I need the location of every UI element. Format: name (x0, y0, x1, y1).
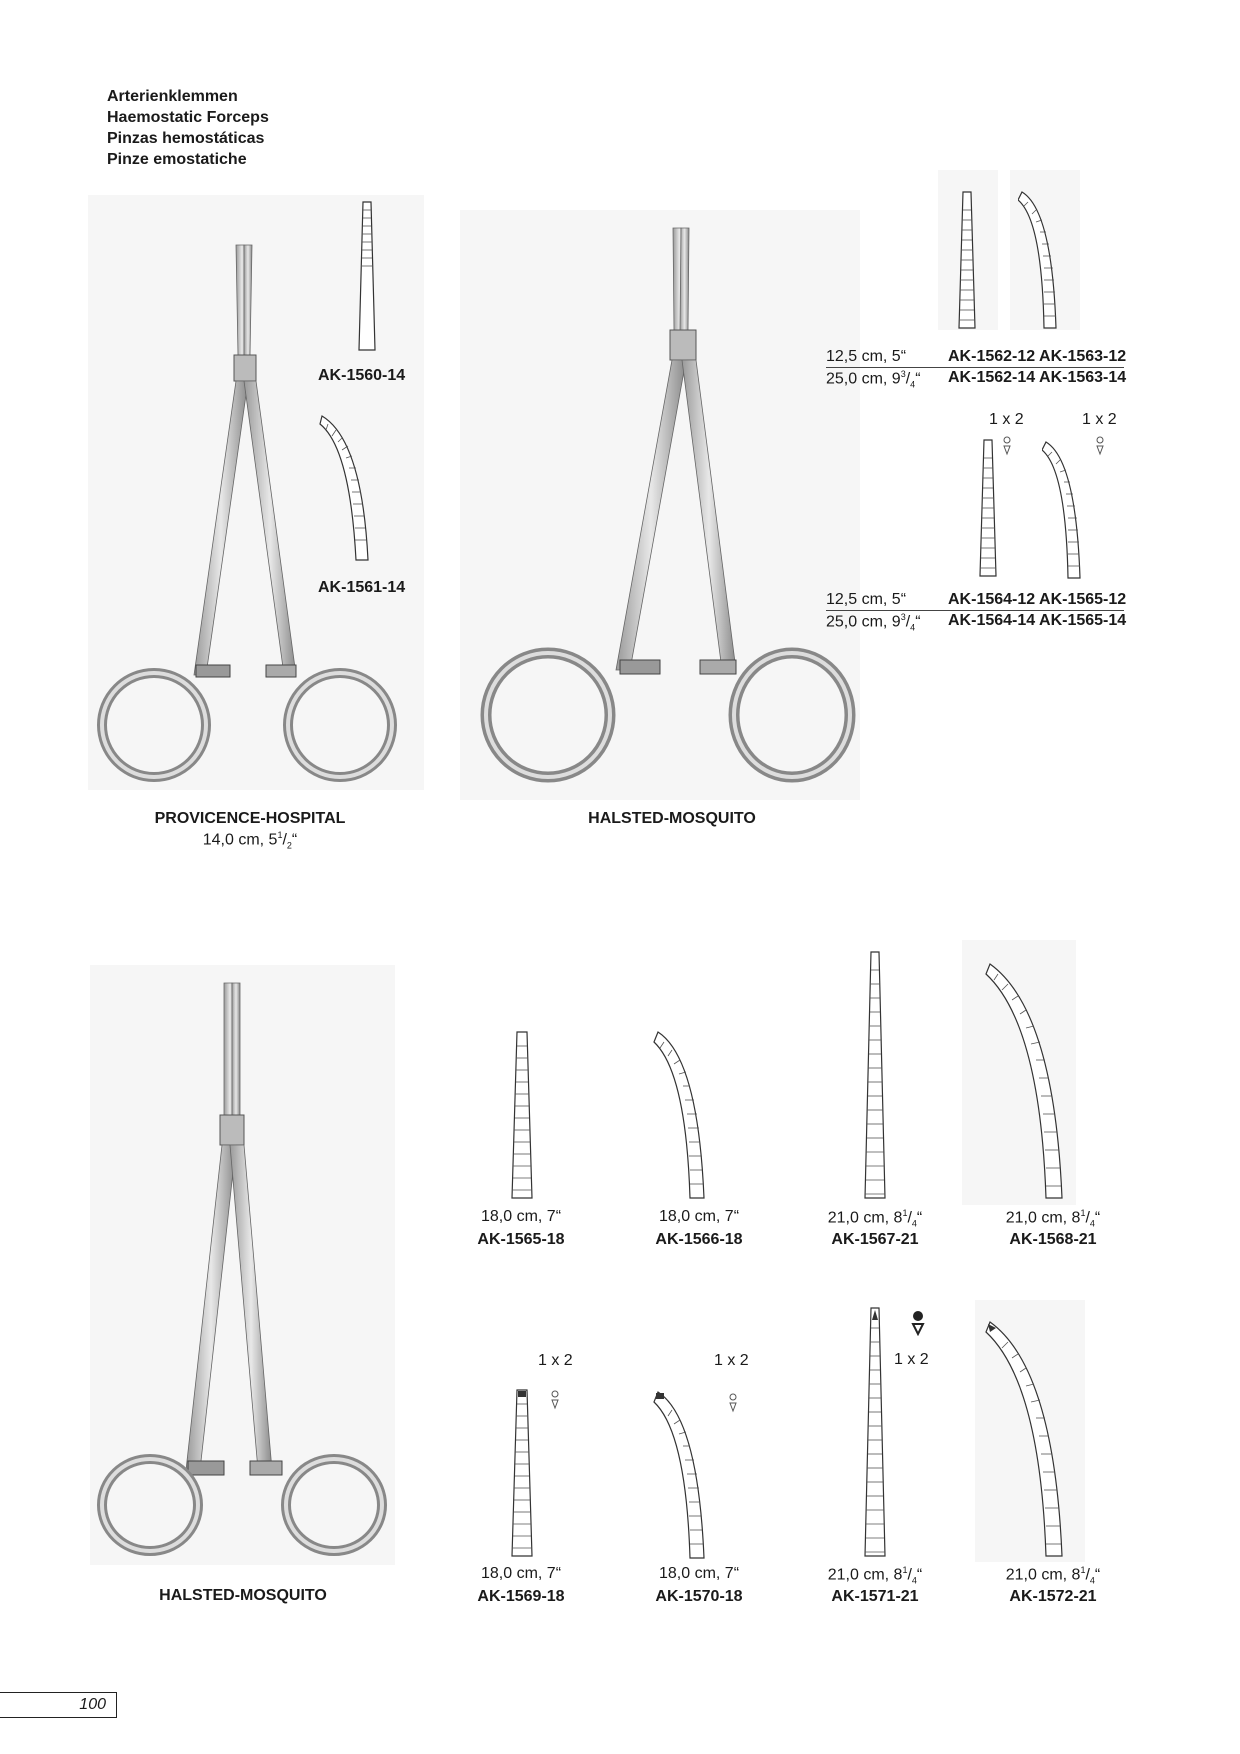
frac-num: 1 (902, 1208, 908, 1218)
table1-row1-codes: AK-1562-12 AK-1563-12 (948, 348, 1127, 365)
size-ak-1571-21: 21,0 cm, $8^1/_4“$ (827, 1565, 923, 1586)
teeth-label-ak-1564: 1 x 2 (989, 411, 1024, 428)
size-text: 21,0 cm, 8 (1005, 1566, 1081, 1584)
page-number: 100 (0, 1692, 117, 1718)
frac-den: 4 (910, 379, 916, 390)
frac-den: 4 (910, 622, 916, 633)
frac-num: 3 (900, 612, 906, 622)
size-ak-1567-21: 21,0 cm, $8^1/_4“$ (827, 1208, 923, 1229)
halsted-photo-2 (90, 965, 395, 1565)
tip-curved-ak-1568-21 (984, 960, 1074, 1200)
table1-row2-size: 25,0 cm, $9^3/_4“$ (826, 369, 921, 390)
size-ak-1569-18: 18,0 cm, 7“ (480, 1565, 562, 1582)
inch-mark: “ (915, 370, 921, 388)
table2-row1-codes: AK-1564-12 AK-1565-12 (948, 591, 1127, 608)
code-ak-1568-21: AK-1568-21 (1009, 1231, 1097, 1248)
code-ak-1560-14: AK-1560-14 (318, 367, 406, 384)
provicence-size-text: 14,0 cm, 5 (202, 831, 278, 849)
teeth-label-ak-1569-18: 1 x 2 (538, 1352, 573, 1369)
halsted-photo-1 (460, 210, 860, 800)
size-text: 25,0 cm, 9 (826, 613, 901, 631)
tip-straight-ak-1560-14 (355, 200, 379, 352)
size-text: 21,0 cm, 8 (827, 1566, 903, 1584)
catalog-header (107, 86, 269, 170)
teeth-icon (550, 1390, 560, 1410)
inch-mark: “ (1094, 1209, 1101, 1227)
provicence-name: PROVICENCE-HOSPITAL (154, 810, 346, 827)
inch-mark: “ (916, 1209, 923, 1227)
teeth-icon (728, 1393, 738, 1413)
size-ak-1565-18: 18,0 cm, 7“ (480, 1208, 562, 1225)
halsted-name-1: HALSTED-MOSQUITO (588, 810, 756, 827)
table1-divider (826, 367, 1124, 368)
size-ak-1572-21: 21,0 cm, $8^1/_4“$ (1005, 1565, 1101, 1586)
header-title-es: Pinzas hemostáticas (107, 130, 265, 147)
size-ak-1570-18: 18,0 cm, 7“ (658, 1565, 740, 1582)
frac-den: 2 (286, 840, 292, 851)
frac-num: 3 (900, 369, 906, 379)
header-title-en: Haemostatic Forceps (107, 109, 269, 126)
frac-den: 4 (1089, 1218, 1095, 1229)
teeth-label-ak-1570-18: 1 x 2 (714, 1352, 749, 1369)
table1-row2-codes: AK-1562-14 AK-1563-14 (948, 369, 1127, 386)
table2-row1-size: 12,5 cm, 5“ (826, 591, 907, 608)
size-text: 25,0 cm, 9 (826, 370, 901, 388)
table2-divider (826, 610, 1124, 611)
frac-den: 4 (1089, 1575, 1095, 1586)
frac-den: 4 (911, 1575, 917, 1586)
teeth-icon (1002, 436, 1012, 456)
teeth-icon (1095, 436, 1105, 456)
frac-num: 1 (902, 1565, 908, 1575)
provicence-size: 14,0 cm, $5^1/_2“$ (202, 830, 298, 851)
tip-curved-ak-1570-18 (652, 1388, 712, 1560)
halsted-name-2: HALSTED-MOSQUITO (159, 1587, 327, 1604)
tip-curved-ak-1563 (1018, 190, 1068, 330)
header-title-de: Arterienklemmen (107, 88, 238, 105)
tip-straight-ak-1571-21 (861, 1306, 889, 1558)
frac-num: 1 (1080, 1565, 1086, 1575)
forceps-image (460, 210, 860, 800)
teeth-label-ak-1565: 1 x 2 (1082, 411, 1117, 428)
tip-curved-ak-1561-14 (318, 410, 378, 570)
header-title-it: Pinze emostatiche (107, 151, 247, 168)
tip-curved-ak-1572-21 (984, 1318, 1074, 1558)
size-ak-1568-21: 21,0 cm, $8^1/_4“$ (1005, 1208, 1101, 1229)
code-ak-1569-18: AK-1569-18 (477, 1588, 565, 1605)
size-text: 21,0 cm, 8 (1005, 1209, 1081, 1227)
table2-row2-codes: AK-1564-14 AK-1565-14 (948, 612, 1127, 629)
inch-mark: “ (1094, 1566, 1101, 1584)
code-ak-1570-18: AK-1570-18 (655, 1588, 743, 1605)
tip-straight-ak-1564 (976, 438, 1000, 578)
tip-straight-ak-1569-18 (508, 1388, 536, 1558)
code-ak-1565-18: AK-1565-18 (477, 1231, 565, 1248)
code-ak-1571-21: AK-1571-21 (831, 1588, 919, 1605)
tip-straight-ak-1562 (955, 190, 979, 330)
frac-den: 4 (911, 1218, 917, 1229)
teeth-icon (911, 1310, 925, 1336)
size-text: 21,0 cm, 8 (827, 1209, 903, 1227)
code-ak-1566-18: AK-1566-18 (655, 1231, 743, 1248)
tip-curved-ak-1566-18 (652, 1028, 712, 1200)
table1-row1-size: 12,5 cm, 5“ (826, 348, 907, 365)
tip-curved-ak-1565 (1042, 440, 1092, 580)
frac-num: 1 (277, 830, 283, 840)
code-ak-1561-14: AK-1561-14 (318, 579, 406, 596)
forceps-image (90, 965, 395, 1565)
size-ak-1566-18: 18,0 cm, 7“ (658, 1208, 740, 1225)
tip-straight-ak-1565-18 (508, 1030, 536, 1200)
inch-mark: “ (915, 613, 921, 631)
teeth-label-ak-1571-21: 1 x 2 (894, 1351, 929, 1368)
code-ak-1572-21: AK-1572-21 (1009, 1588, 1097, 1605)
code-ak-1567-21: AK-1567-21 (831, 1231, 919, 1248)
inch-mark: “ (291, 831, 298, 849)
frac-num: 1 (1080, 1208, 1086, 1218)
tip-straight-ak-1567-21 (861, 950, 889, 1200)
table2-row2-size: 25,0 cm, $9^3/_4“$ (826, 612, 921, 633)
inch-mark: “ (916, 1566, 923, 1584)
